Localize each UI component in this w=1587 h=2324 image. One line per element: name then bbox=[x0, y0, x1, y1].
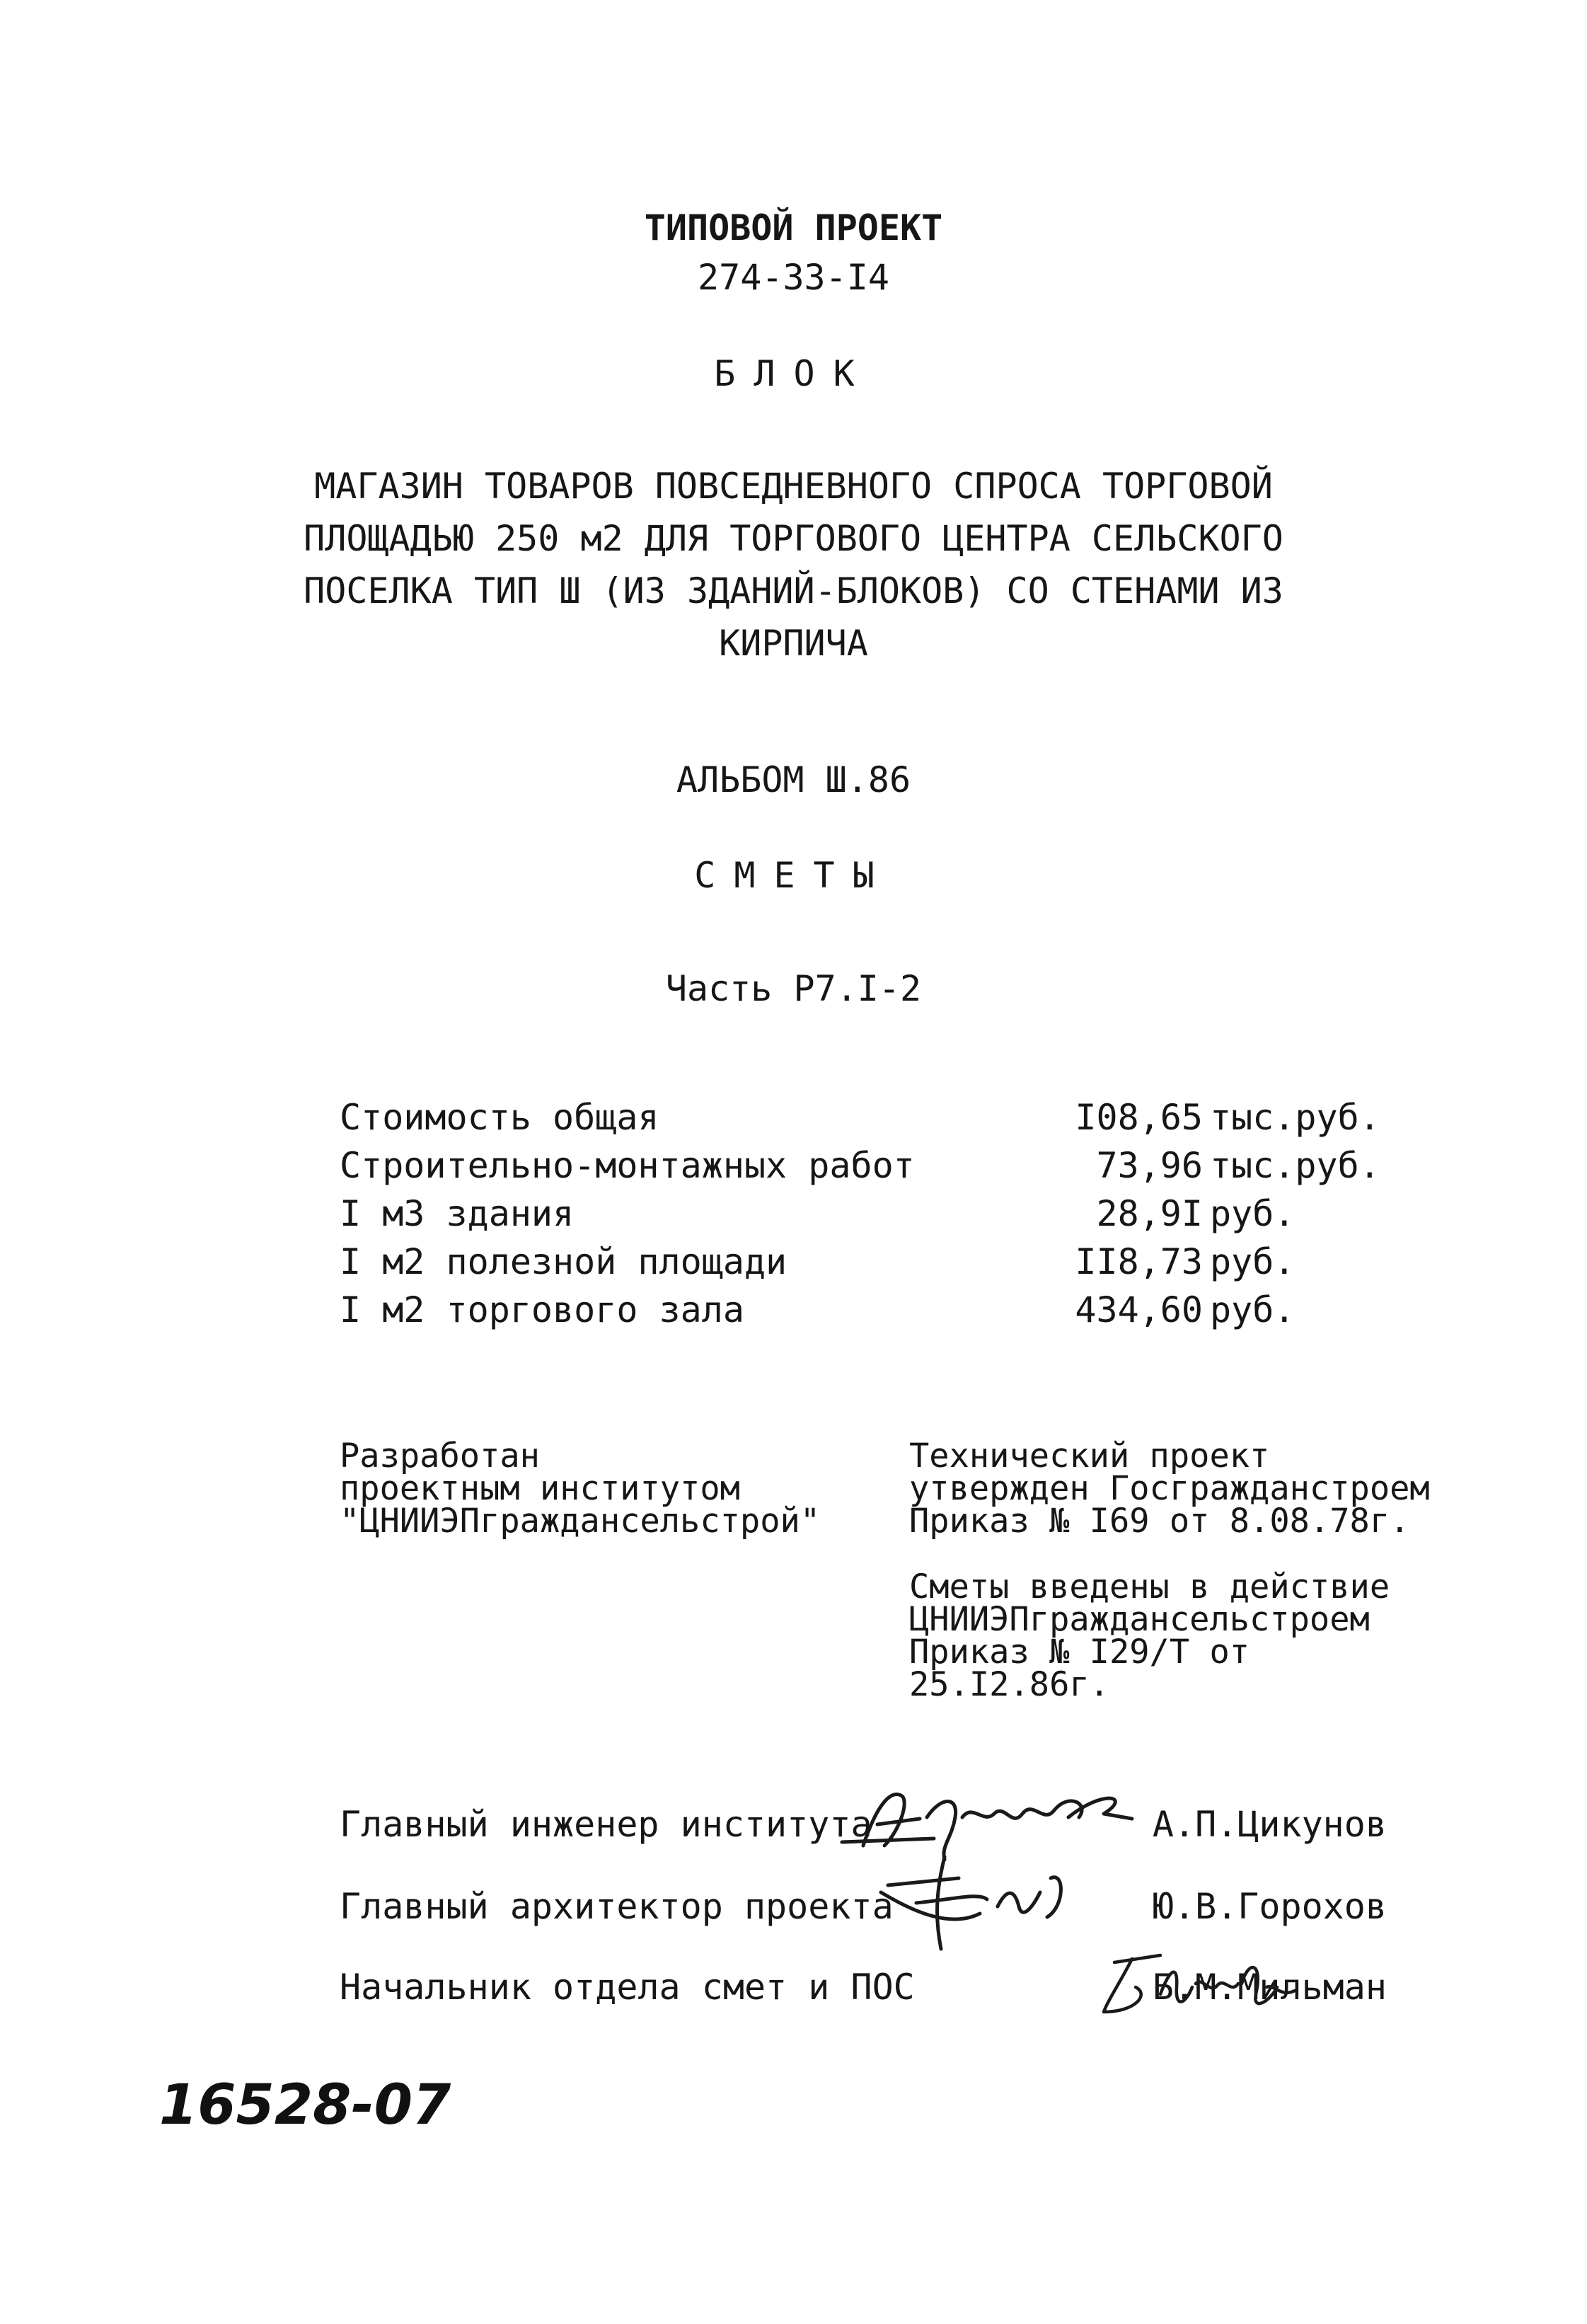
title-line: МАГАЗИН ТОВАРОВ ПОВСЕДНЕВНОГО СПРОСА ТОРГОВОЙ bbox=[314, 466, 1273, 507]
block-label: БЛОК bbox=[714, 353, 873, 394]
cost-unit: руб. bbox=[1210, 1193, 1295, 1234]
cost-unit: руб. bbox=[1210, 1289, 1295, 1330]
estimates-introduced-line: Приказ № I29/Т от bbox=[909, 1633, 1250, 1672]
signature-role: Начальник отдела смет и ПОС bbox=[340, 1967, 915, 2008]
cost-unit: тыс.руб. bbox=[1210, 1097, 1380, 1138]
cost-label: I м3 здания bbox=[340, 1193, 575, 1234]
handwritten-signature bbox=[874, 1850, 1107, 1956]
cost-value: 434,60 bbox=[1075, 1289, 1203, 1330]
album-label: АЛЬБОМ Ш.86 bbox=[676, 759, 911, 800]
signature-row-head-estimates bbox=[340, 1959, 1415, 2015]
title-line: КИРПИЧА bbox=[719, 623, 868, 664]
signature-name: Б.М.Мильман bbox=[1152, 1967, 1387, 2008]
cost-row bbox=[340, 1093, 1387, 1141]
section-label: СМЕТЫ bbox=[694, 855, 893, 896]
cost-row bbox=[340, 1238, 1387, 1286]
document-title bbox=[0, 460, 1587, 669]
cost-label: I м2 полезной площади bbox=[340, 1241, 787, 1282]
project-number: 274-33-I4 bbox=[698, 257, 889, 298]
cost-label: Строительно-монтажных работ bbox=[340, 1145, 915, 1186]
technical-project-line: утвержден Госгражданстроем bbox=[909, 1469, 1430, 1508]
part-label: Часть Р7.I-2 bbox=[665, 968, 922, 1009]
cost-label: Стоимость общая bbox=[340, 1097, 659, 1138]
title-line: ПЛОЩАДЬЮ 250 м2 ДЛЯ ТОРГОВОГО ЦЕНТРА СЕЛЬСКОГО bbox=[304, 518, 1283, 559]
cost-unit: руб. bbox=[1210, 1241, 1295, 1282]
project-type: ТИПОВОЙ ПРОЕКТ bbox=[644, 207, 943, 248]
cost-unit: тыс.руб. bbox=[1210, 1145, 1380, 1186]
cost-label: I м2 торгового зала bbox=[340, 1289, 744, 1330]
cost-row bbox=[340, 1286, 1387, 1334]
signature-name: А.П.Цикунов bbox=[1152, 1804, 1387, 1845]
cost-value: I08,65 bbox=[1075, 1097, 1203, 1138]
cost-row bbox=[340, 1190, 1387, 1238]
cost-value: 73,96 bbox=[1096, 1145, 1203, 1186]
signature-row-chief-engineer bbox=[340, 1796, 1415, 1853]
estimates-introduced-line: Сметы введены в действие bbox=[909, 1567, 1390, 1606]
signature-name: Ю.В.Горохов bbox=[1152, 1886, 1387, 1927]
signature-row-chief-architect bbox=[340, 1878, 1415, 1935]
technical-project-block bbox=[909, 1437, 1430, 1541]
developed-by-line: "ЦНИИЭПграждансельстрой" bbox=[340, 1502, 821, 1541]
cost-value: II8,73 bbox=[1075, 1241, 1203, 1282]
cost-value: 28,9I bbox=[1096, 1193, 1203, 1234]
developed-by-line: Разработан bbox=[340, 1437, 540, 1475]
cost-row bbox=[340, 1141, 1387, 1190]
technical-project-line: Технический проект bbox=[909, 1437, 1270, 1475]
technical-project-line: Приказ № I69 от 8.08.78г. bbox=[909, 1502, 1410, 1541]
handwritten-signature bbox=[1093, 1945, 1305, 2023]
estimates-introduced-line: 25.I2.86г. bbox=[909, 1665, 1109, 1704]
cost-table bbox=[340, 1093, 1387, 1334]
signature-role: Главный архитектор проекта bbox=[340, 1886, 894, 1927]
estimates-introduced-line: ЦНИИЭПграждансельстроем bbox=[909, 1600, 1370, 1639]
developed-by-line: проектным институтом bbox=[340, 1469, 740, 1508]
archive-stamp-number: 16528-07 bbox=[159, 2073, 451, 2137]
signature-role: Главный инженер института bbox=[340, 1804, 872, 1845]
title-line: ПОСЕЛКА ТИП Ш (ИЗ ЗДАНИЙ-БЛОКОВ) СО СТЕНАМИ ИЗ bbox=[304, 570, 1283, 611]
developed-by-block bbox=[340, 1437, 821, 1541]
estimates-introduced-block bbox=[909, 1567, 1390, 1704]
